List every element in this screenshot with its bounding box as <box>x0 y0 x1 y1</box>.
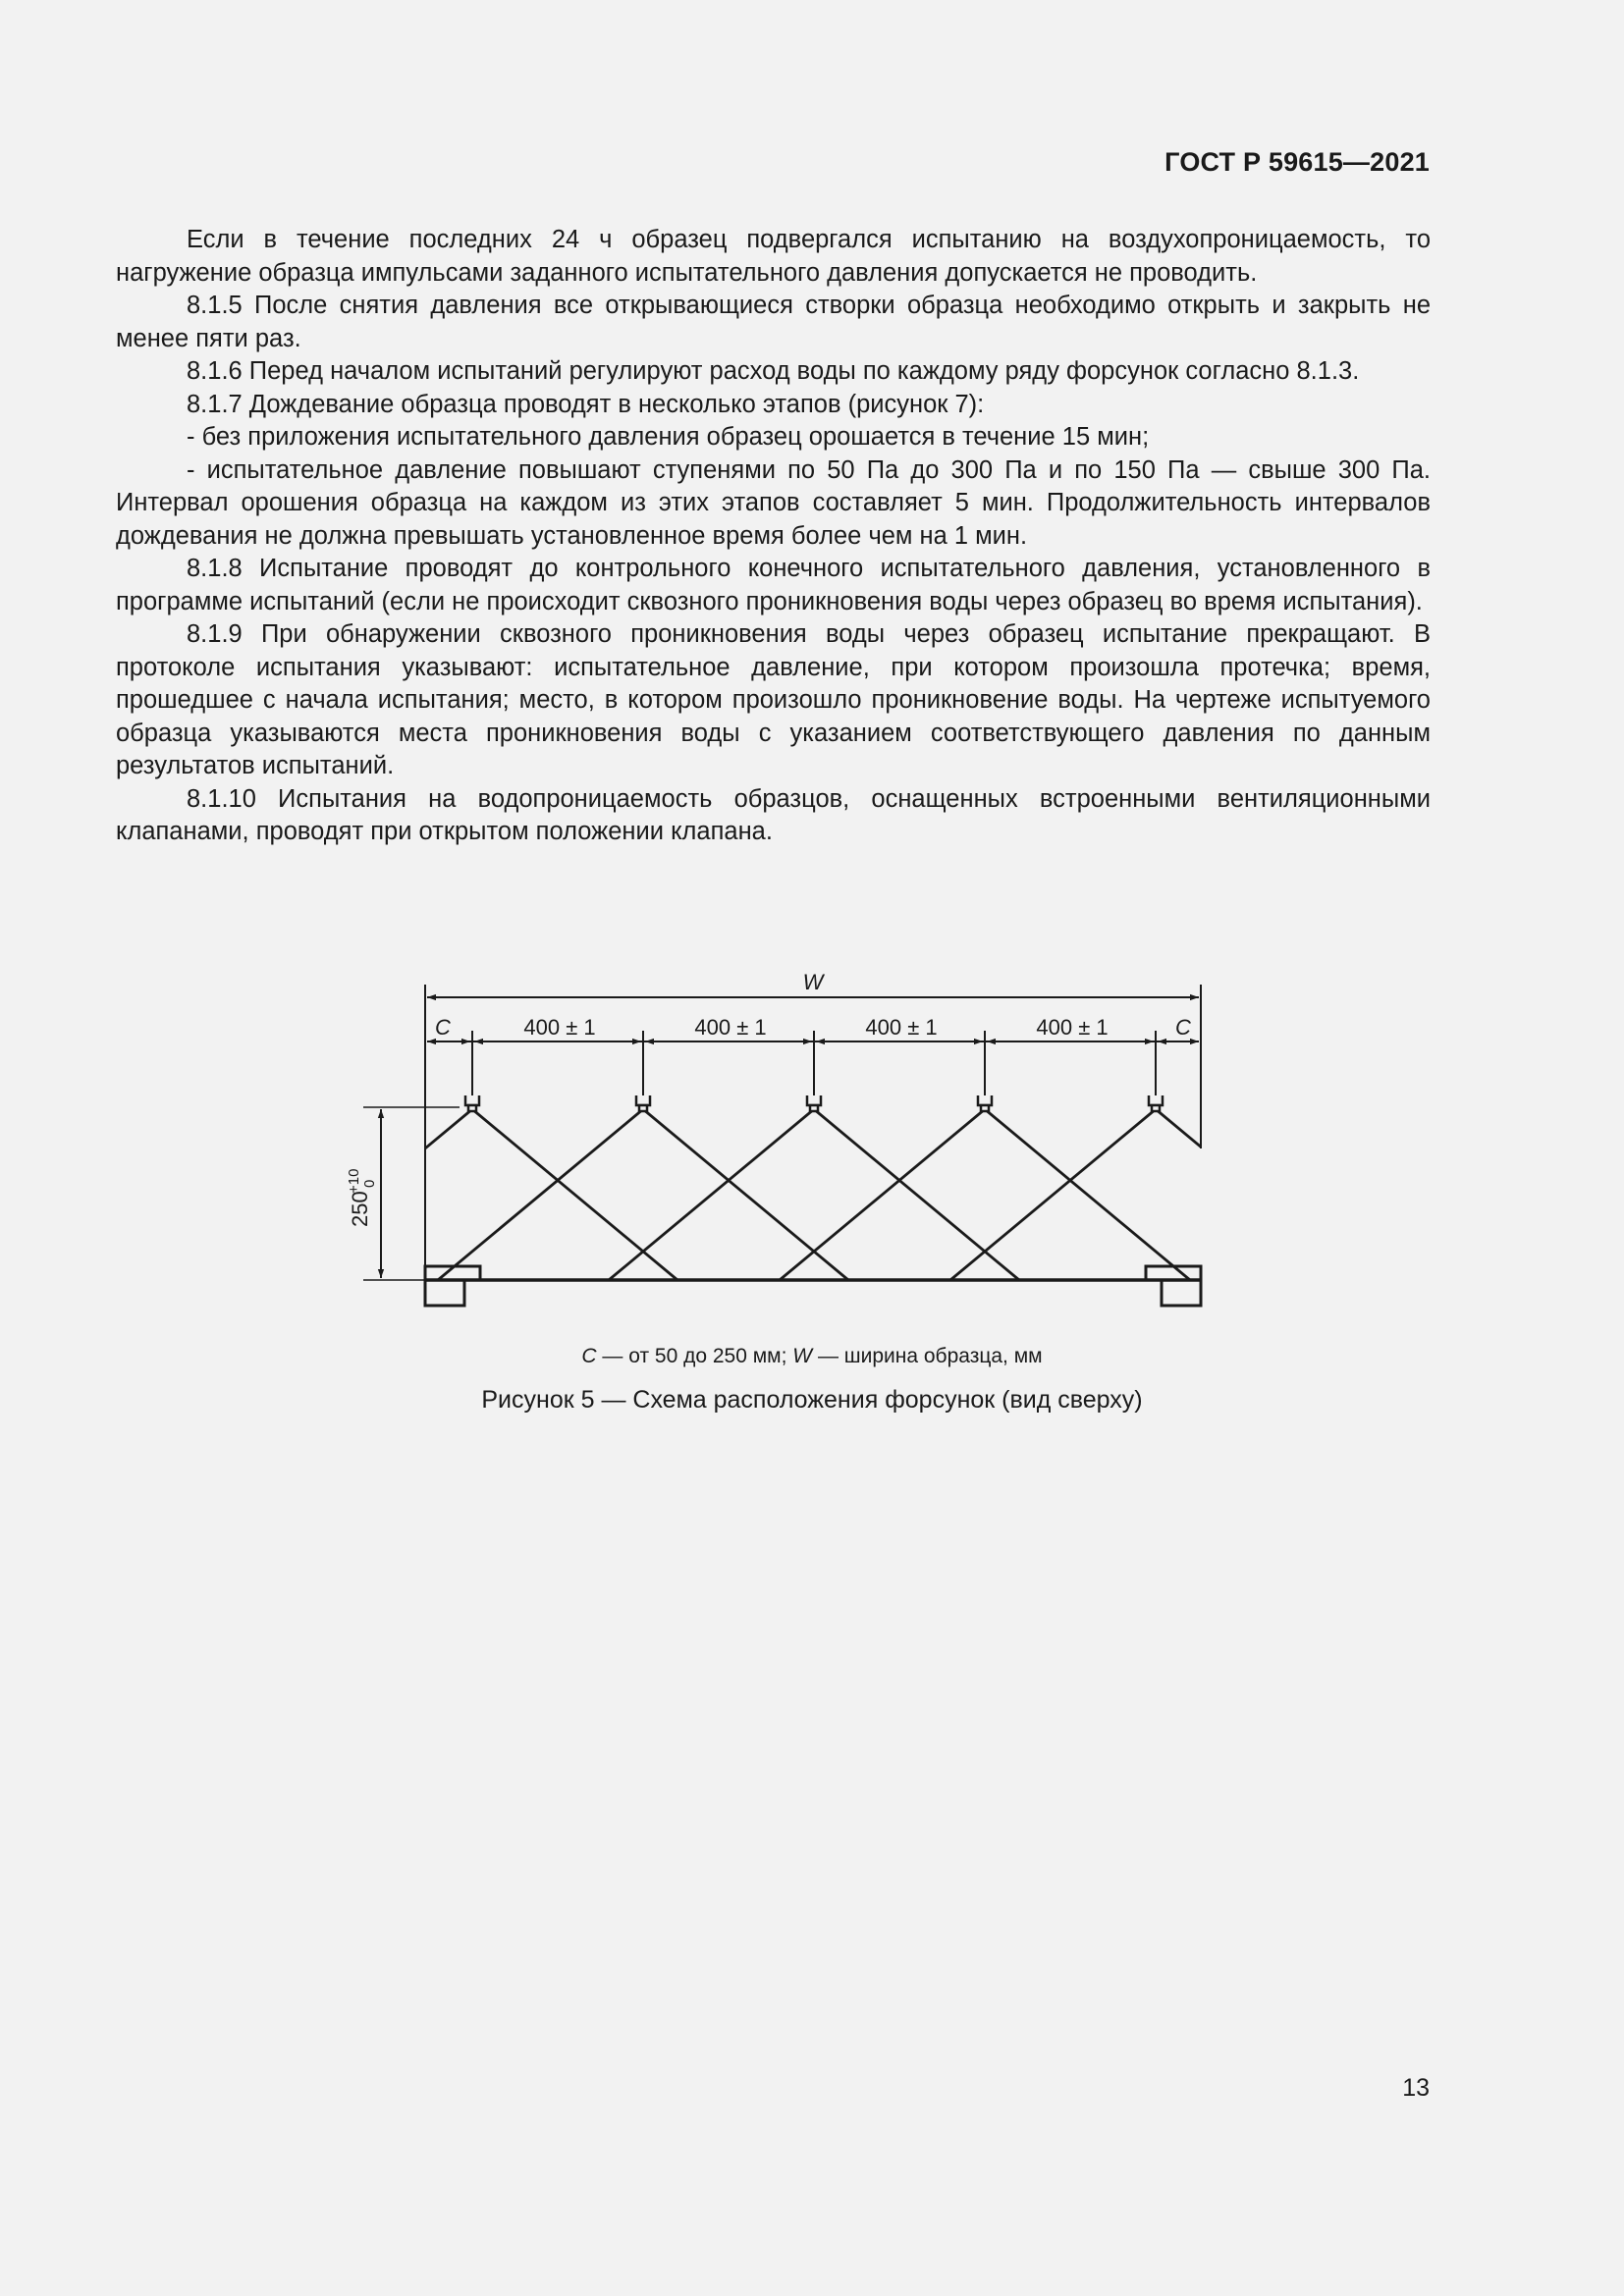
nozzle-tip <box>468 1105 476 1111</box>
legend-w-symbol: W <box>792 1345 813 1367</box>
paragraph-8-1-5: 8.1.5 После снятия давления все открывающиеся створки образца необходимо открыть и закрыть не менее пяти раз. <box>116 292 1431 352</box>
spray-line <box>609 1109 814 1280</box>
right-support-foot <box>1162 1280 1201 1306</box>
figure-legend <box>0 1345 1624 1368</box>
w-label: W <box>802 970 824 994</box>
spray-line <box>438 1109 643 1280</box>
legend-w-text: — ширина образца, мм <box>812 1345 1043 1367</box>
paragraph: Если в течение последних 24 ч образец подвергался испытанию на воздухопроницаемость, то нагружение образца импульсами заданного испытательного давления допускается не проводить. <box>116 226 1431 287</box>
nozzle-tip <box>981 1105 989 1111</box>
spray-line <box>950 1109 1156 1280</box>
nozzle-tip <box>1152 1105 1160 1111</box>
spacing-label: 400 ± 1 <box>865 1015 938 1040</box>
spray-line <box>643 1109 848 1280</box>
nozzle <box>1149 1095 1163 1105</box>
legend-c-symbol: C <box>581 1345 597 1367</box>
c-label-left: C <box>435 1015 451 1040</box>
height-label: 250 <box>348 1191 372 1227</box>
body-text <box>116 224 1431 849</box>
height-tolerance-upper: +10 <box>346 1168 362 1194</box>
height-tolerance-lower: 0 <box>361 1179 378 1188</box>
nozzle-layout-figure <box>324 970 1237 1323</box>
spray-line <box>425 1109 472 1148</box>
document-header: ГОСТ Р 59615—2021 <box>1164 147 1430 177</box>
legend-c-text: — от 50 до 250 мм; <box>596 1345 793 1367</box>
nozzle <box>978 1095 992 1105</box>
nozzle <box>465 1095 479 1105</box>
left-support-foot <box>425 1280 464 1306</box>
paragraph-8-1-10: 8.1.10 Испытания на водопроницаемость образцов, оснащенных встроенными вентиляционными клапанами, проводят при открытом положении клапана. <box>116 784 1431 845</box>
spacing-label: 400 ± 1 <box>694 1015 767 1040</box>
nozzle-tip <box>639 1105 647 1111</box>
page-number: 13 <box>1402 2074 1430 2102</box>
c-label-right: C <box>1175 1015 1191 1040</box>
paragraph-8-1-6: 8.1.6 Перед началом испытаний регулируют расход воды по каждому ряду форсунок согласно 8.1.3. <box>187 357 1360 385</box>
paragraph-8-1-9: 8.1.9 При обнаружении сквозного проникновения воды через образец испытание прекращают. В протоколе испытания указывают: испытательное давление, при котором произошла протечка; время, прошедшее с начала испытания; место, в котором произошло проникновение воды. На чертеже испытуемого образца указываются места проникновения воды с указанием соответствующего давления по данным результатов испытаний. <box>116 620 1431 779</box>
spray-line <box>985 1109 1190 1280</box>
list-item: - без приложения испытательного давления образец орошается в течение 15 мин; <box>187 423 1150 451</box>
spacing-label: 400 ± 1 <box>1036 1015 1109 1040</box>
nozzle-layout-drawing <box>324 970 1237 1323</box>
spray-line <box>814 1109 1019 1280</box>
nozzle <box>807 1095 821 1105</box>
paragraph-8-1-8: 8.1.8 Испытание проводят до контрольного конечного испытательного давления, установленного в программе испытаний (если не происходит сквозного проникновения воды через образец во время испытания). <box>116 555 1431 615</box>
list-item: - испытательное давление повышают ступенями по 50 Па до 300 Па и по 150 Па — свыше 300 Па. Интервал орошения образца на каждом из этих этапов составляет 5 мин. Продолжительность интервалов дождевания не должна превышать установленное время более чем на 1 мин. <box>116 455 1431 550</box>
nozzle-tip <box>810 1105 818 1111</box>
spray-line <box>1156 1109 1201 1147</box>
spacing-label: 400 ± 1 <box>523 1015 596 1040</box>
spray-line <box>472 1109 677 1280</box>
paragraph-8-1-7: 8.1.7 Дождевание образца проводят в несколько этапов (рисунок 7): <box>187 390 985 418</box>
nozzle <box>636 1095 650 1105</box>
right-support-top <box>1146 1266 1201 1280</box>
figure-caption: Рисунок 5 — Схема расположения форсунок (вид сверху) <box>481 1386 1143 1414</box>
spray-line <box>780 1109 985 1280</box>
